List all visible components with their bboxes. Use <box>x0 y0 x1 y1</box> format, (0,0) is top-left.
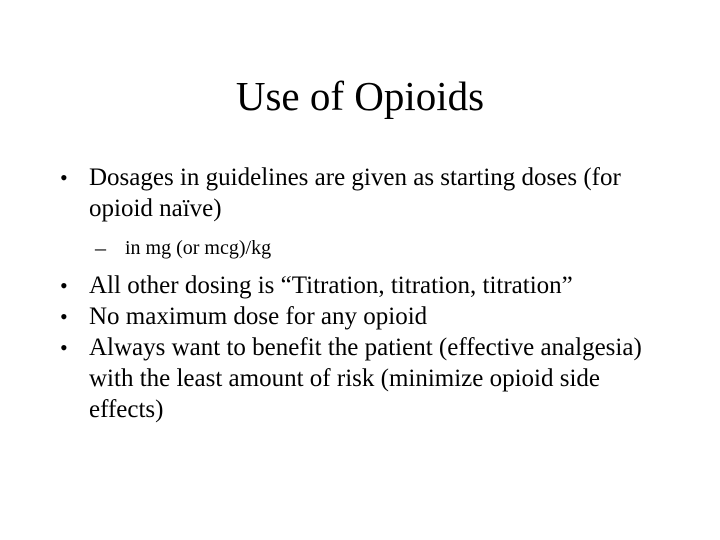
bullet-text: Dosages in guidelines are given as starting doses (for opioid naïve) <box>89 164 621 222</box>
bullet-list <box>56 162 676 425</box>
bullet-text: Always want to benefit the patient (effective analgesia) with the least amount of risk (minimize opioid side effects) <box>89 334 642 423</box>
bullet-marker: • <box>60 273 68 298</box>
dash-marker: – <box>95 235 106 260</box>
sub-bullet-text: in mg (or mcg)/kg <box>125 237 272 259</box>
sub-bullet-item <box>89 234 676 262</box>
slide-title: Use of Opioids <box>235 73 485 119</box>
bullet-item <box>56 332 676 425</box>
bullet-marker: • <box>60 335 68 360</box>
bullet-text: No maximum dose for any opioid <box>89 303 428 330</box>
bullet-marker: • <box>60 304 68 329</box>
bullet-marker: • <box>60 165 68 190</box>
bullet-item <box>56 301 676 332</box>
bullet-text: All other dosing is “Titration, titration, titration” <box>89 272 573 299</box>
bullet-item <box>56 270 676 301</box>
bullet-item <box>56 162 676 262</box>
sub-bullet-list <box>89 234 676 262</box>
